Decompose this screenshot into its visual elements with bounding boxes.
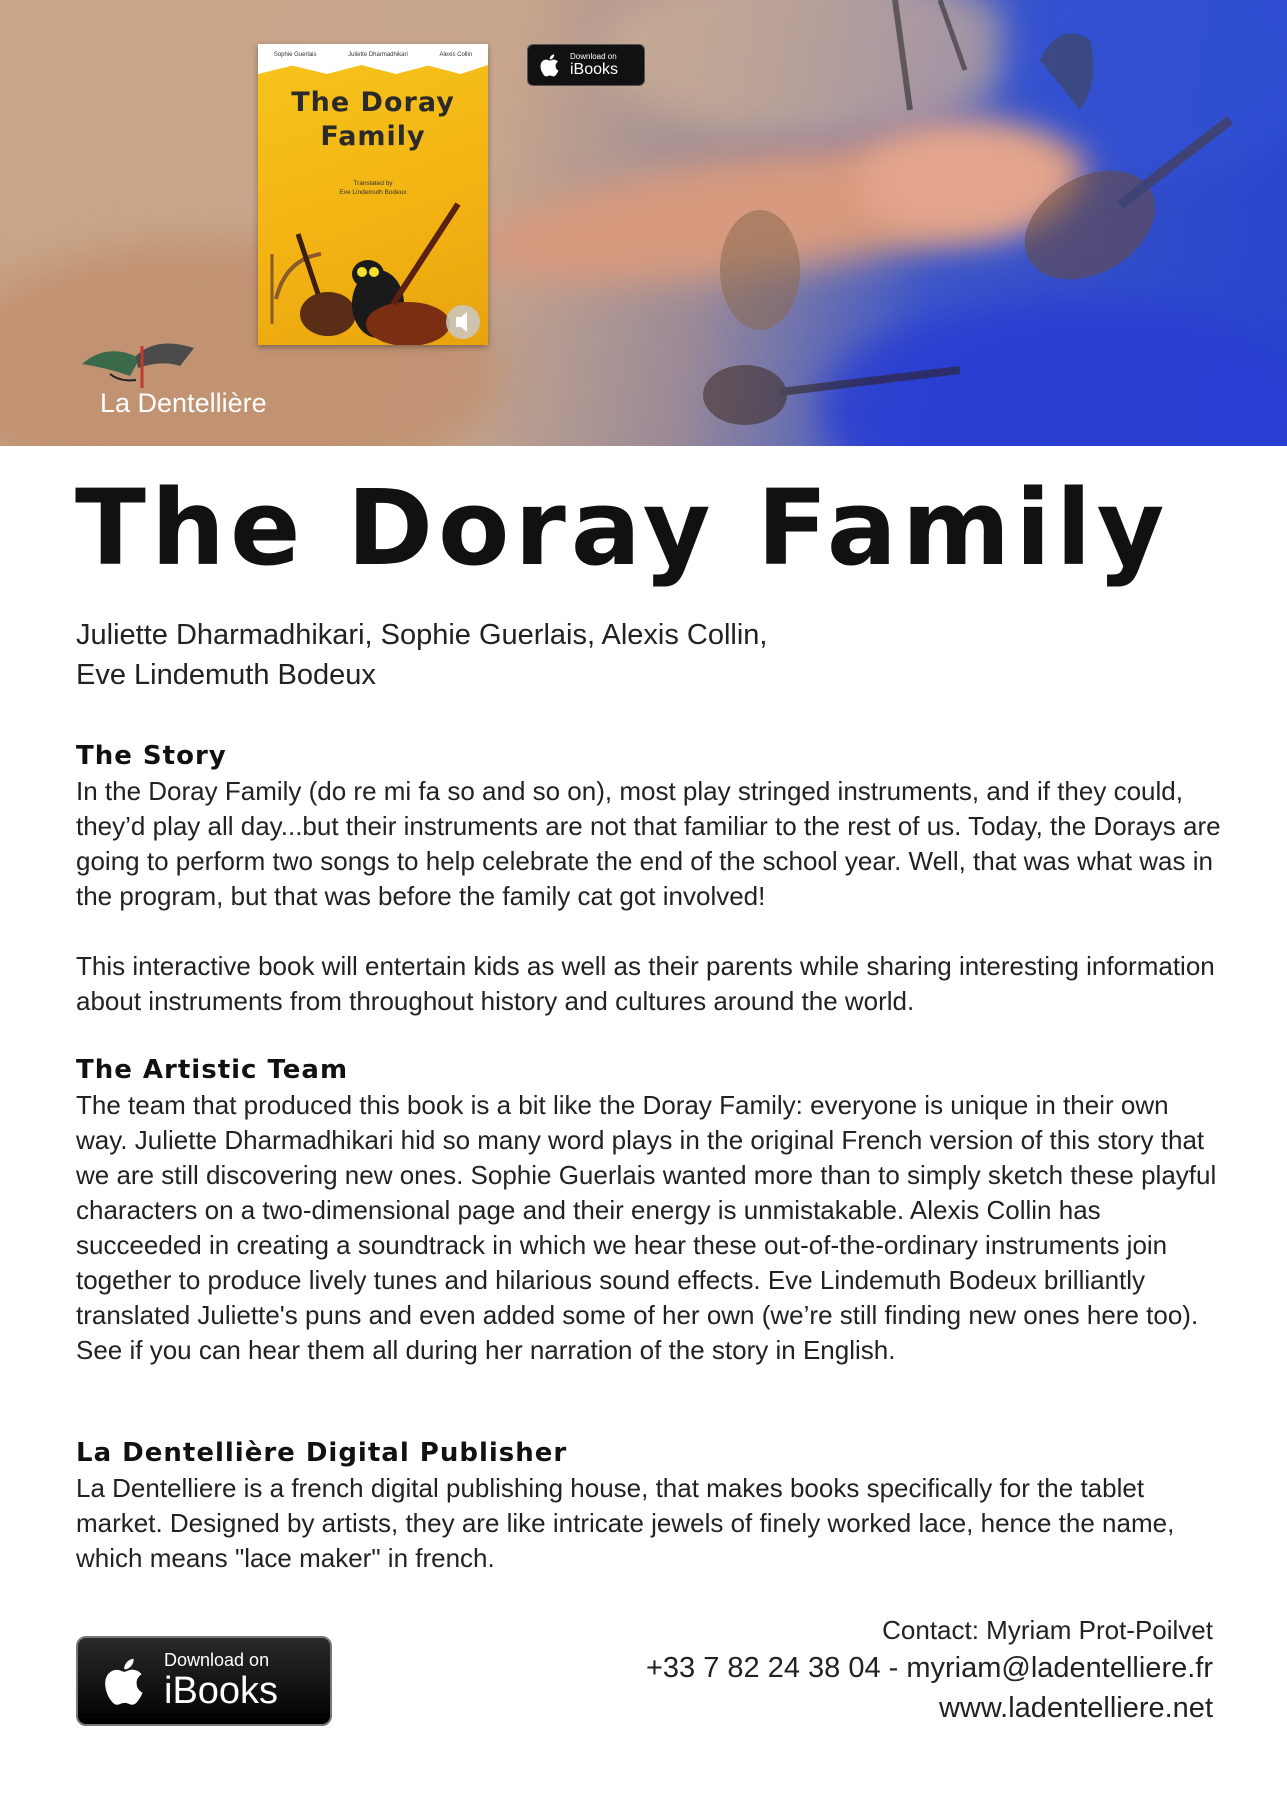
section-heading-artistic-team: The Artistic Team: [76, 1055, 349, 1085]
la-dentelliere-logo-icon: [80, 334, 200, 390]
section-heading-story: The Story: [76, 741, 227, 771]
contact-phone-email[interactable]: +33 7 82 24 38 04 - myriam@ladentelliere.fr: [645, 1652, 1213, 1684]
authors-line: Eve Lindemuth Bodeux: [76, 659, 376, 691]
story-paragraph: This interactive book will entertain kids as well as their parents while sharing interesting information about instruments from throughout history and cultures around the world.: [76, 951, 1215, 1016]
publisher-paragraph: La Dentelliere is a french digital publishing house, that makes books specifically for the tablet market. Designed by artists, they are like intricate jewels of finely worked lace, hence the name, which means "lace maker" in french.: [76, 1473, 1175, 1573]
cover-author: Sophie Guerlais: [273, 52, 317, 58]
contact-block: [646, 1612, 1213, 1728]
contact-website[interactable]: www.ladentelliere.net: [938, 1692, 1213, 1724]
ibooks-download-button-small[interactable]: [527, 44, 645, 86]
story-paragraph: In the Doray Family (do re mi fa so and so on), most play stringed instruments, and if they could, they’d play all day...but their instruments are not that familiar to the rest of us. Today, the Dorays are going to perform two songs to help celebrate the end of the school year. Well, that was what was in the program, but that was before the family cat got involved!: [76, 776, 1221, 911]
ibooks-small-line2: iBooks: [570, 60, 619, 78]
hero-banner: [0, 0, 1287, 446]
page-title: The Doray Family: [75, 467, 1170, 589]
brand-name: La Dentellière: [100, 388, 267, 418]
apple-icon: [104, 1654, 150, 1708]
ibooks-line2: iBooks: [164, 1670, 279, 1712]
authors-list: [76, 615, 767, 695]
book-cover[interactable]: [258, 44, 488, 345]
apple-icon: [540, 52, 562, 78]
cover-illustration: [258, 194, 488, 345]
cover-title: The Doray Family: [291, 87, 455, 152]
cover-author: Juliette Dharmadhikari: [348, 52, 408, 58]
ibooks-line1: Download on: [164, 1650, 270, 1670]
contact-name: Contact: Myriam Prot-Poilvet: [882, 1615, 1213, 1645]
cover-translator: Translated by Eve Lindemuth Bodeux: [339, 180, 407, 196]
ibooks-download-button[interactable]: [76, 1636, 332, 1726]
cover-author: Alexis Collin: [439, 52, 473, 58]
artistic-team-paragraph: The team that produced this book is a bit like the Doray Family: everyone is unique in their own way. Juliette Dharmadhikari hid so many word plays in the original French version of this story that we are still discovering new ones. Sophie Guerlais wanted more than to simply sketch these playful characters on a two-dimensional page and their energy is unmistakable. Alexis Collin has succeeded in creating a soundtrack in which we hear these out-of-the-ordinary instruments join together to produce lively tunes and hilarious sound effects. Eve Lindemuth Bodeux brilliantly translated Juliette's puns and even added some of her own (we’re still finding new ones here too). See if you can hear them all during her narration of the story in English.: [76, 1090, 1217, 1365]
section-heading-publisher: La Dentellière Digital Publisher: [76, 1438, 568, 1468]
authors-line: Juliette Dharmadhikari, Sophie Guerlais, Alexis Collin,: [76, 619, 768, 651]
ibooks-small-line1: Download on: [570, 51, 617, 61]
